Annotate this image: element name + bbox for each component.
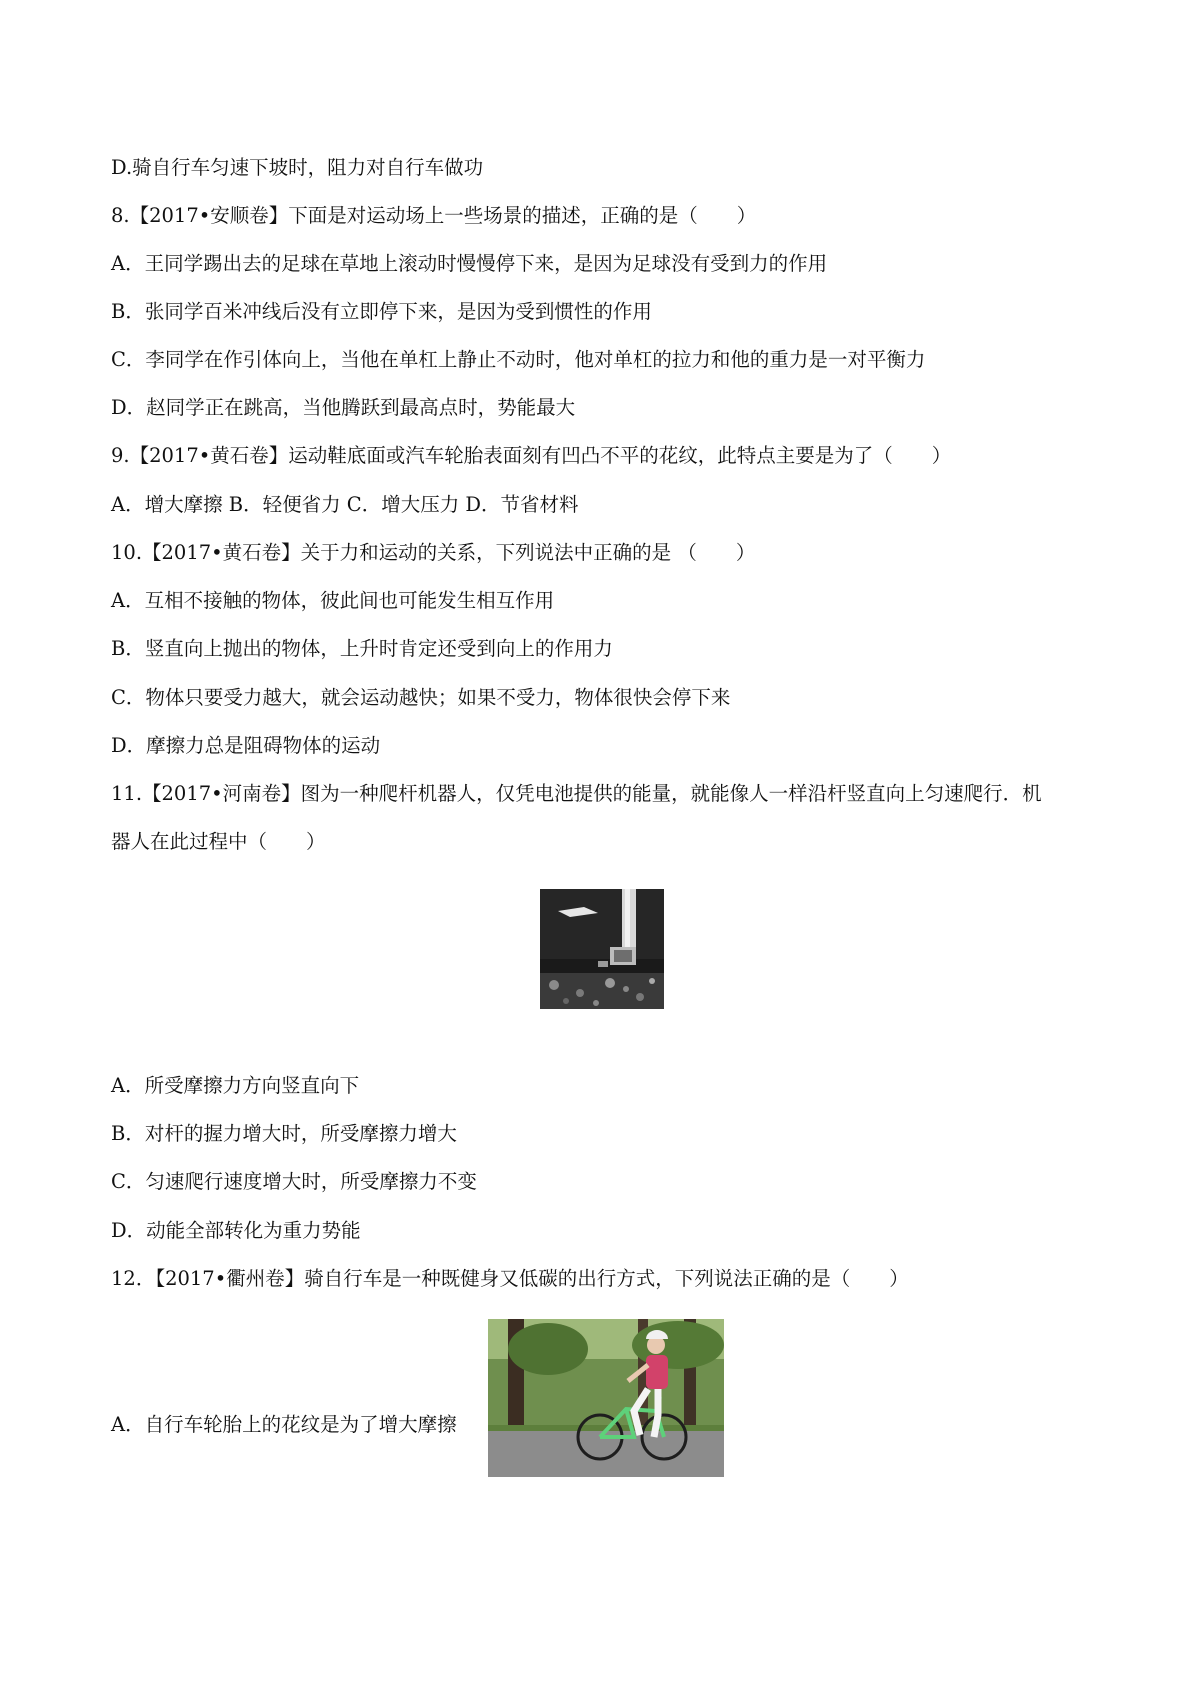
q12-stem: 12．【2017•衢州卷】骑自行车是一种既健身又低碳的出行方式，下列说法正确的是（ ） (111, 1267, 909, 1290)
q12-option-a: A．自行车轮胎上的花纹是为了增大摩擦 (111, 1413, 457, 1436)
cyclist-image (488, 1319, 724, 1477)
q11-stem-line-1: 11.【2017•河南卷】图为一种爬杆机器人，仅凭电池提供的能量，就能像人一样沿杆竖直向上匀速爬行．机 (111, 782, 1042, 805)
q8-option-b: B．张同学百米冲线后没有立即停下来，是因为受到惯性的作用 (111, 300, 652, 323)
q9-stem: 9.【2017•黄石卷】运动鞋底面或汽车轮胎表面刻有凹凸不平的花纹，此特点主要是为了（ ） (111, 444, 952, 467)
climbing-robot-image (540, 889, 664, 1009)
climbing-robot-photo (540, 889, 664, 1009)
q11-option-d: D．动能全部转化为重力势能 (111, 1219, 361, 1242)
q8-stem: 8.【2017•安顺卷】下面是对运动场上一些场景的描述，正确的是（ ） (111, 204, 757, 227)
cyclist-photo (488, 1319, 724, 1477)
q8-option-c: C．李同学在作引体向上，当他在单杠上静止不动时，他对单杠的拉力和他的重力是一对平衡力 (111, 348, 926, 371)
q11-option-c: C．匀速爬行速度增大时，所受摩擦力不变 (111, 1170, 477, 1193)
q11-option-a: A．所受摩擦力方向竖直向下 (111, 1074, 360, 1097)
q10-option-d: D．摩擦力总是阻碍物体的运动 (111, 734, 381, 757)
q10-option-c: C．物体只要受力越大，就会运动越快；如果不受力，物体很快会停下来 (111, 686, 731, 709)
q8-option-a: A．王同学踢出去的足球在草地上滚动时慢慢停下来，是因为足球没有受到力的作用 (111, 252, 828, 275)
q9-options: A．增大摩擦 B．轻便省力 C．增大压力 D．节省材料 (111, 493, 579, 516)
q7-option-d: D.骑自行车匀速下坡时，阻力对自行车做功 (111, 156, 484, 179)
q10-option-a: A．互相不接触的物体，彼此间也可能发生相互作用 (111, 589, 555, 612)
q10-option-b: B．竖直向上抛出的物体，上升时肯定还受到向上的作用力 (111, 637, 613, 660)
q11-stem-line-2: 器人在此过程中（ ） (111, 830, 326, 853)
q10-stem: 10.【2017•黄石卷】关于力和运动的关系，下列说法中正确的是 （ ） (111, 541, 756, 564)
q11-option-b: B．对杆的握力增大时，所受摩擦力增大 (111, 1122, 457, 1145)
q8-option-d: D．赵同学正在跳高，当他腾跃到最高点时，势能最大 (111, 396, 576, 419)
